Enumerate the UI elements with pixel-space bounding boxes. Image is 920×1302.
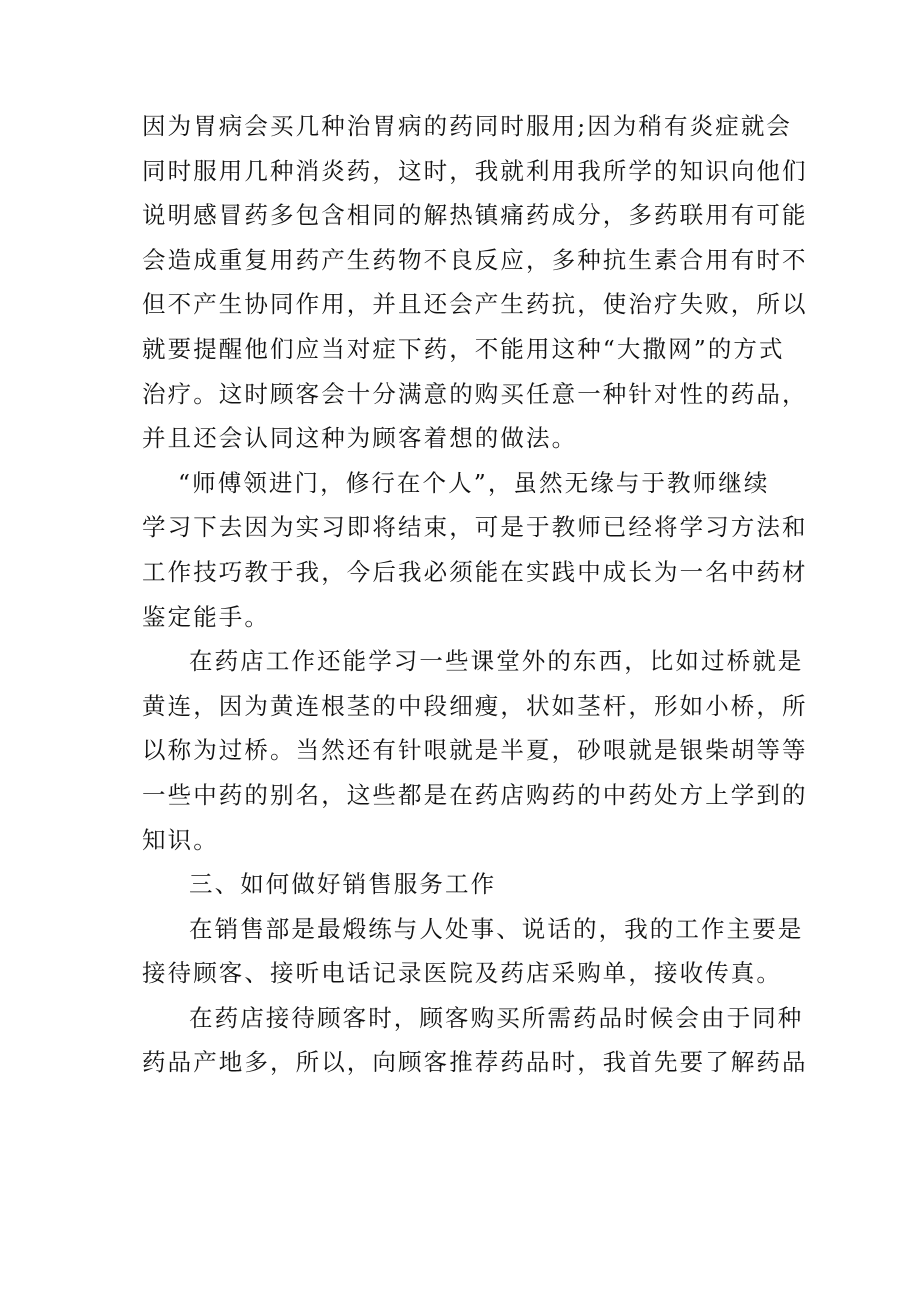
text-line: 知识。	[142, 825, 219, 854]
text-line: 工作技巧教于我，今后我必须能在实践中成长为一名中药材	[142, 557, 808, 586]
text-line: 会造成重复用药产生药物不良反应，多种抗生素合用有时不	[142, 245, 808, 274]
paragraph-first-line: 在销售部是最煅练与人处事、说话的，我的工作主要是	[189, 914, 804, 943]
paragraph-first-line: “师傅领进门，修行在个人”，虽然无缘与于教师继续	[178, 468, 770, 497]
document-body	[142, 104, 808, 1085]
text-line: 鉴定能手。	[142, 602, 270, 631]
text-line: 学习下去因为实习即将结束，可是于教师已经将学习方法和	[142, 513, 808, 542]
text-line: 一些中药的别名，这些都是在药店购药的中药处方上学到的	[142, 780, 808, 809]
text-line: 并且还会认同这种为顾客着想的做法。	[142, 424, 578, 453]
text-line: 说明感冒药多包含相同的解热镇痛药成分，多药联用有可能	[142, 201, 808, 230]
text-line: 以称为过桥。当然还有针哏就是半夏，砂哏就是银柴胡等等	[142, 736, 808, 765]
text-line: 就要提醒他们应当对症下药，不能用这种“大撒网”的方式	[142, 334, 785, 363]
section-heading: 三、如何做好销售服务工作	[189, 870, 497, 899]
paragraph-first-line: 在药店接待顾客时，顾客购买所需药品时候会由于同种	[189, 1003, 804, 1032]
text-line: 黄连，因为黄连根茎的中段细瘦，状如茎杆，形如小桥，所	[142, 691, 808, 720]
text-line: 药品产地多，所以，向顾客推荐药品时，我首先要了解药品	[142, 1048, 808, 1077]
text-line: 因为胃病会买几种治胃病的药同时服用;因为稍有炎症就会	[142, 112, 793, 140]
text-line: 同时服用几种消炎药，这时，我就利用我所学的知识向他们	[142, 156, 808, 185]
text-line: 接待顾客、接听电话记录医院及药店采购单，接收传真。	[142, 959, 782, 988]
text-line: 治疗。这时顾客会十分满意的购买任意一种针对性的药品，	[142, 379, 808, 408]
paragraph-first-line: 在药店工作还能学习一些课堂外的东西，比如过桥就是	[189, 647, 804, 676]
text-line: 但不产生协同作用，并且还会产生药抗，使治疗失败，所以	[142, 290, 808, 319]
